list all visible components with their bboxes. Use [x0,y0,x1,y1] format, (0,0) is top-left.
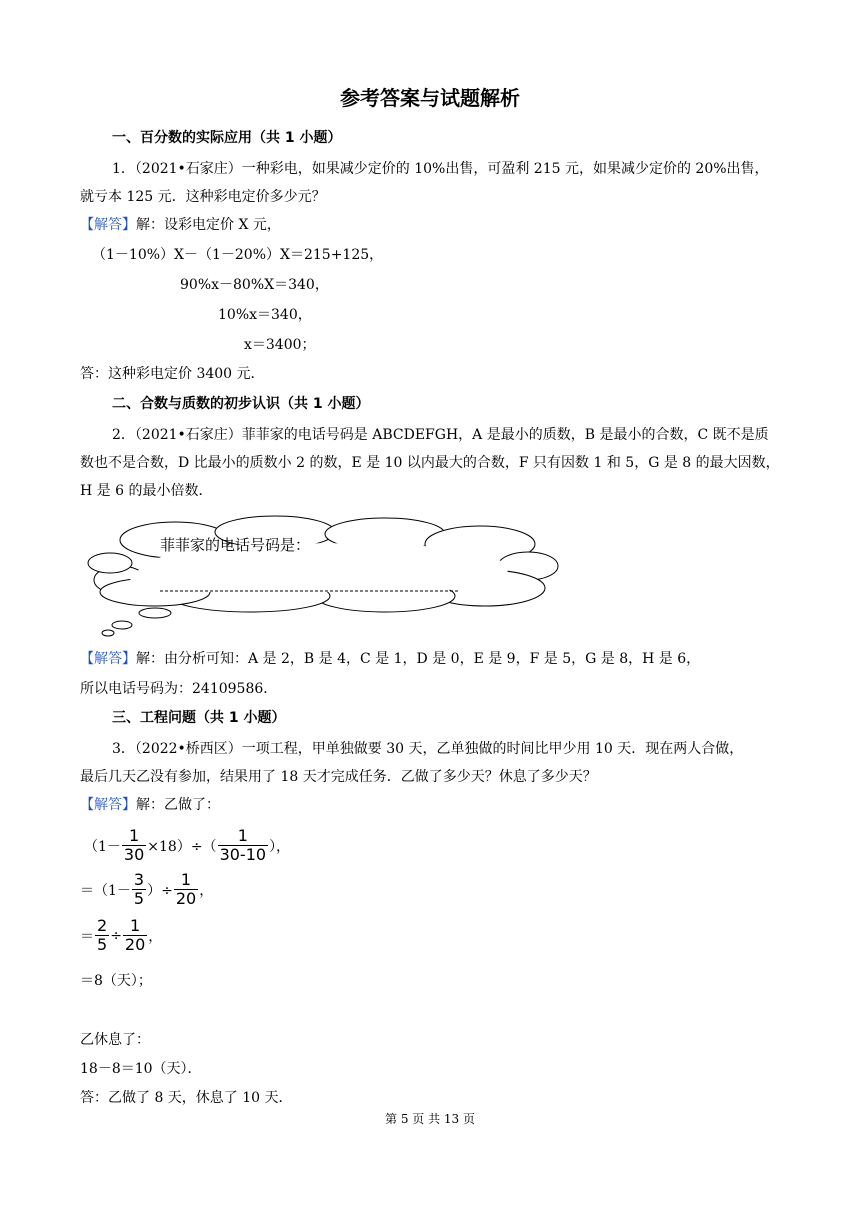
equation-2: 90%x－80%X＝340， [180,277,329,293]
fraction: $\frac{1}{20}$ [124,916,146,954]
question-2-line-1: 2．（2021•石家庄）菲菲家的电话号码是 ABCDEFGH，A 是最小的质数，B 是最小的合数，C 既不是质 [112,427,769,443]
calc-step-2 [80,871,213,908]
cloud-callout [80,510,570,642]
fraction: $\frac{1}{30-10}$ [219,826,267,864]
step-3-text-b: ÷ [110,927,122,944]
step-3-text-c: ， [148,928,163,945]
page-title: 参考答案与试题解析 [340,86,520,110]
fraction: $\frac{1}{20}$ [175,870,197,908]
question-1-line-1: 1．（2021•石家庄）一种彩电，如果减少定价的 10%出售，可盈利 215 元，如果减少定价的 20%出售， [112,161,769,177]
fraction: $\frac{3}{5}$ [133,870,145,908]
step-2-text-a: ＝（1－ [80,882,131,899]
step-1-text-c: ）， [269,838,291,855]
step-1-text-b: ×18）÷（ [147,838,217,855]
section-heading-2: 二、合数与质数的初步认识（共 1 小题） [112,396,370,412]
answer-3-intro: 解：乙做了： [136,797,220,813]
equation-3: 10%x＝340， [218,307,312,323]
calc-step-3 [80,917,162,954]
question-1-line-2: 就亏本 125 元．这种彩电定价多少元？ [80,189,326,205]
step-1-text-a: （1－ [84,838,121,855]
cloud-text: 菲菲家的电话号码是： [160,536,311,554]
answer-1-intro: 解：设彩电定价 X 元， [136,217,281,233]
question-2-line-3: H 是 6 的最小倍数． [80,483,213,499]
question-3-line-2: 最后几天乙没有参加，结果用了 18 天才完成任务．乙做了多少天？休息了多少天？ [80,769,597,785]
answer-2-line-1: 解：由分析可知：A 是 2，B 是 4，C 是 1，D 是 0，E 是 9，F 是 5，G 是 8，H 是 6， [136,651,701,667]
equation-4: x＝3400； [244,337,316,353]
fraction: $\frac{2}{5}$ [97,916,108,954]
fraction: $\frac{1}{30}$ [123,826,145,864]
step-3-text-a: ＝ [80,928,94,945]
step-2-text-c: ， [199,882,214,899]
rest-equation: 18－8＝10（天）． [80,1061,202,1077]
page-footer: 第 5 页 共 13 页 [385,1112,475,1126]
question-2-line-2: 数也不是合数，D 比最小的质数小 2 的数，E 是 10 以内最大的合数，F 只有因数 1 和 5，G 是 8 的最大因数， [80,455,780,471]
section-heading-3: 三、工程问题（共 1 小题） [112,710,286,726]
answer-1-conclusion: 答：这种彩电定价 3400 元． [80,366,265,382]
answer-2-line-2: 所以电话号码为：24109586． [80,681,278,697]
step-2-text-b: ）÷ [147,882,173,899]
answer-3-conclusion: 答：乙做了 8 天，休息了 10 天． [80,1090,293,1106]
question-3-line-1: 3．（2022•桥西区）一项工程，甲单独做要 30 天，乙单独做的时间比甲少用 10 天．现在两人合做， [112,741,744,757]
section-heading-1: 一、百分数的实际应用（共 1 小题） [112,130,342,146]
answer-tag-3: 【解答】 [80,797,136,813]
answer-tag-2: 【解答】 [80,651,136,667]
equation-1: （1－10%）X－（1－20%）X＝215+125， [92,247,384,263]
answer-tag-1: 【解答】 [80,217,136,233]
calc-step-4: ＝8（天）； [80,973,152,989]
rest-intro: 乙休息了： [80,1032,150,1048]
calc-step-1 [84,827,290,864]
